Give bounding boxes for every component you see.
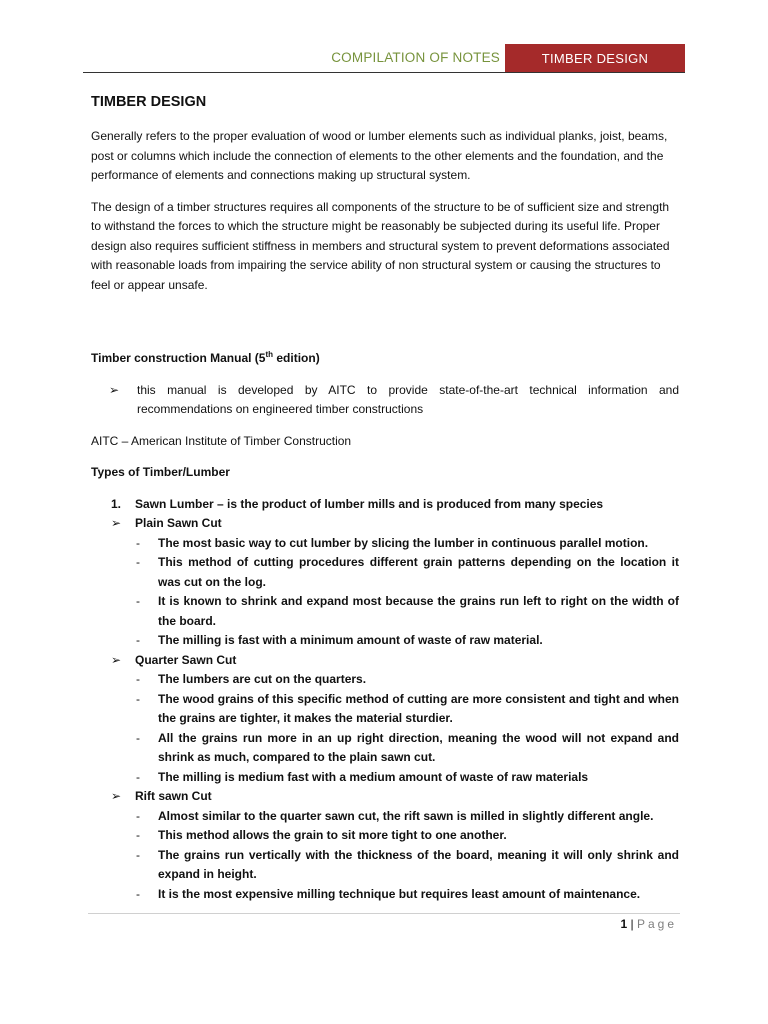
list-item: - It is the most expensive milling technique but requires least amount of maintenance. bbox=[91, 885, 679, 905]
list-item: - The milling is fast with a minimum amount of waste of raw material. bbox=[91, 631, 679, 651]
list-item: - The milling is medium fast with a medium amount of waste of raw materials bbox=[91, 768, 679, 788]
list-item: - The most basic way to cut lumber by slicing the lumber in continuous parallel motion. bbox=[91, 534, 679, 554]
types-heading: Types of Timber/Lumber bbox=[91, 465, 230, 479]
header-timber-design-tab: TIMBER DESIGN bbox=[505, 44, 685, 73]
list-item: - The grains run vertically with the thickness of the board, meaning it will only shrink and expand in height. bbox=[91, 846, 679, 885]
dash-bullet: - bbox=[136, 828, 140, 842]
spacer bbox=[91, 307, 679, 345]
list-item: - Almost similar to the quarter sawn cut, the rift sawn is milled in slightly different angle. bbox=[91, 807, 679, 827]
dash-bullet: - bbox=[136, 730, 140, 745]
dash-bullet: - bbox=[136, 672, 140, 686]
dash-bullet: - bbox=[136, 594, 140, 608]
list-item: - This method of cutting procedures different grain patterns depending on the location it was cut on the log. bbox=[91, 553, 679, 592]
page-title: TIMBER DESIGN bbox=[91, 94, 207, 110]
arrow-bullet-icon: ➢ bbox=[111, 652, 122, 667]
list-item: - The wood grains of this specific method of cutting are more consistent and tight and when the grains are tighter, it makes the material sturdier. bbox=[91, 690, 679, 729]
intro-paragraph: Generally refers to the proper evaluation of wood or lumber elements such as individual planks, joist, beams, post or columns which include the connection of elements to the other elements and the foundation, and the performance of elements and connections making up structural system. bbox=[91, 129, 668, 182]
dash-bullet: - bbox=[136, 691, 140, 706]
dash-bullet: - bbox=[136, 769, 140, 784]
dash-bullet: - bbox=[136, 555, 140, 569]
header-divider bbox=[83, 72, 685, 73]
dash-bullet: - bbox=[136, 535, 140, 550]
list-item: - It is known to shrink and expand most because the grains run left to right on the width of the board. bbox=[91, 592, 679, 631]
manual-heading: Timber construction Manual (5th edition) bbox=[91, 350, 320, 365]
manual-bullet bbox=[91, 381, 679, 420]
page-word: Page bbox=[636, 917, 677, 931]
list-item: - All the grains run more in an up right direction, meaning the wood will not expand and shrink as much, compared to the plain sawn cut. bbox=[91, 729, 679, 768]
arrow-bullet-icon: ➢ bbox=[111, 516, 122, 530]
page-footer bbox=[560, 914, 677, 934]
dash-bullet: - bbox=[136, 808, 140, 823]
cut-heading-rift-sawn: ➢ Rift sawn Cut bbox=[91, 787, 679, 807]
page-number: 1 bbox=[620, 917, 628, 931]
list-item: - The lumbers are cut on the quarters. bbox=[91, 670, 679, 690]
arrow-bullet-icon: ➢ bbox=[111, 789, 122, 803]
dash-bullet: - bbox=[136, 886, 140, 901]
page-content bbox=[91, 92, 679, 904]
manual-bullet-text: this manual is developed by AITC to provide state-of-the-art technical information and recommendations on engineered timber constructions bbox=[137, 382, 679, 416]
aitc-definition: AITC – American Institute of Timber Construction bbox=[91, 433, 352, 448]
arrow-bullet-icon: ➢ bbox=[109, 382, 120, 397]
dash-bullet: - bbox=[136, 633, 140, 647]
item-number: 1. bbox=[111, 496, 122, 511]
page-separator: | bbox=[630, 917, 634, 931]
list-item: - This method allows the grain to sit more tight to one another. bbox=[91, 826, 679, 846]
dash-bullet: - bbox=[136, 847, 140, 862]
numbered-item-sawn-lumber bbox=[91, 495, 679, 515]
header-compilation-label: COMPILATION OF NOTES bbox=[331, 50, 500, 65]
item-text: Sawn Lumber – is the product of lumber mills and is produced from many species bbox=[135, 496, 604, 511]
design-paragraph: The design of a timber structures requires all components of the structure to be of sufficient size and strength to withstand the forces to which the structure might be reasonably be subjected during its useful life. Proper design also requires sufficient stiffness in members and structural system to prevent deformations associated with reasonable loads from impairing the service ability of non structural system or causing the structures to feel or appear unsafe. bbox=[91, 199, 670, 292]
cut-heading-plain-sawn: ➢ Plain Sawn Cut bbox=[91, 514, 679, 534]
cut-heading-quarter-sawn: ➢ Quarter Sawn Cut bbox=[91, 651, 679, 671]
